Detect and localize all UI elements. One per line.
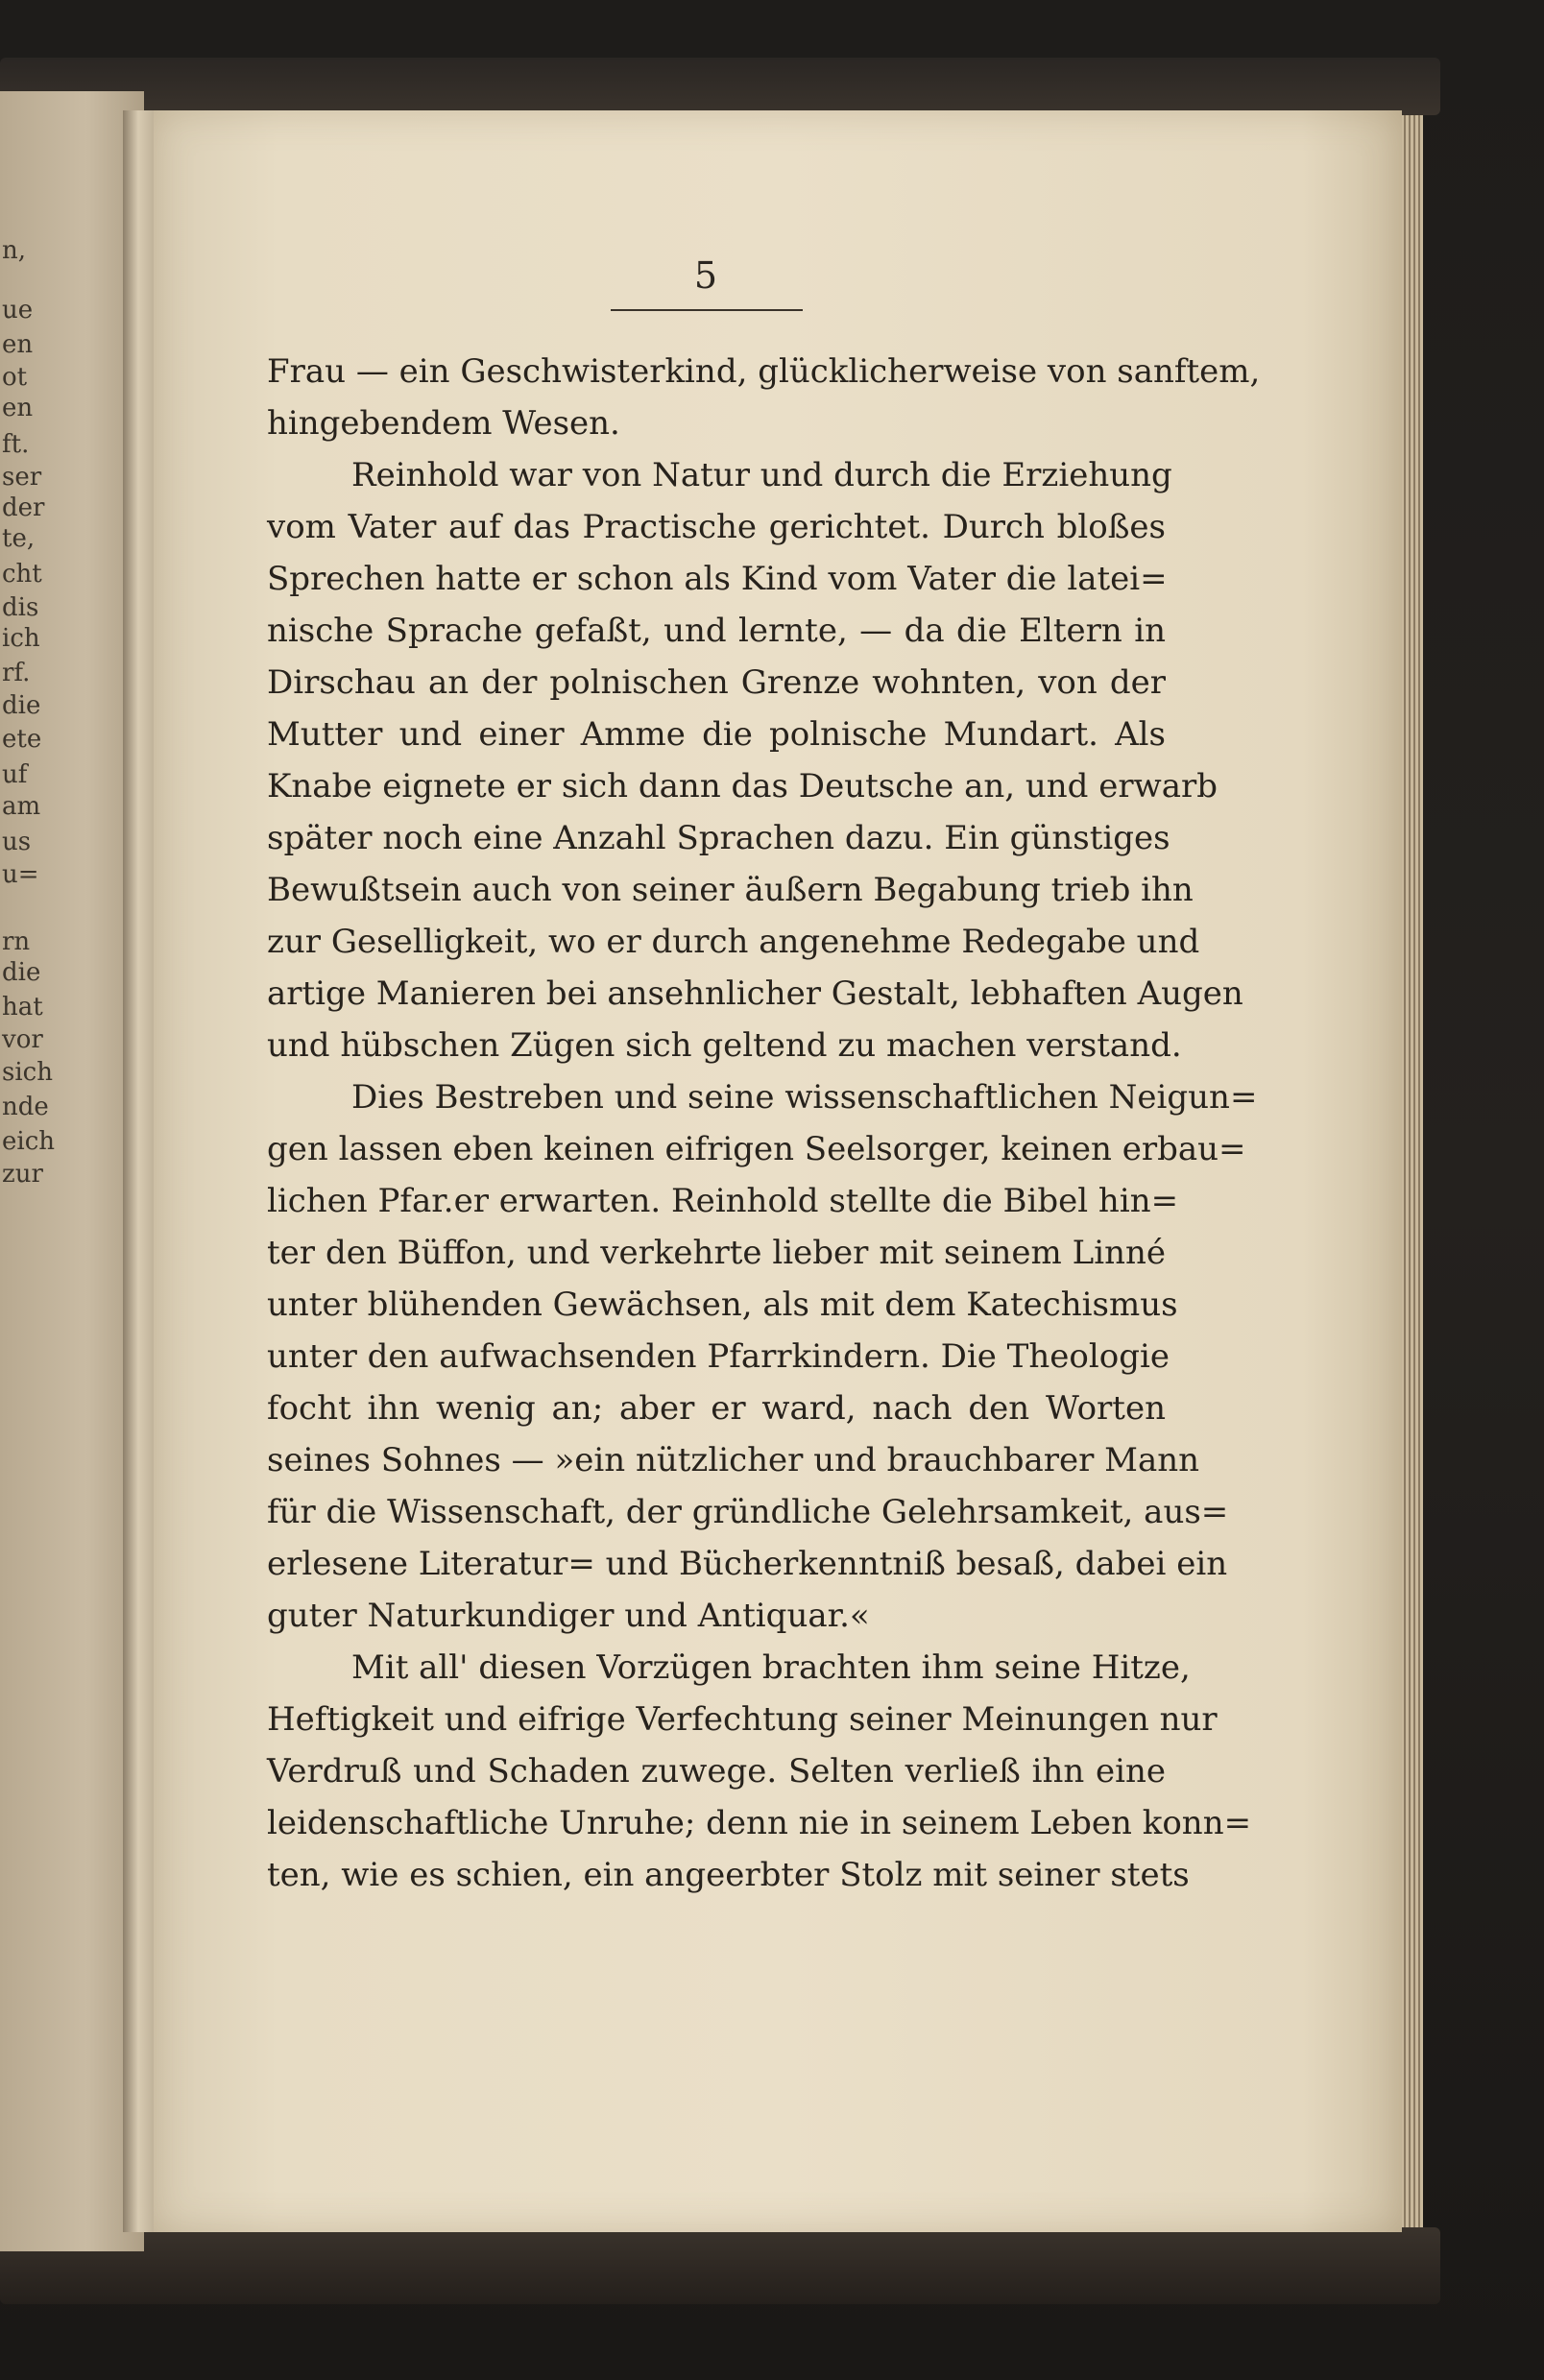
text-line: Dies Bestreben und seine wissenschaftlichen Neigun=: [351, 1078, 1258, 1117]
text-line: unter blühenden Gewächsen, als mit dem Katechismus: [267, 1286, 1178, 1324]
text-line: Knabe eignete er sich dann das Deutsche an, und erwarb: [267, 767, 1218, 805]
text-line: hingebendem Wesen.: [267, 404, 620, 443]
header-rule: [611, 309, 803, 311]
facing-page-text-fragment: rf.: [2, 659, 31, 687]
text-line: Dirschau an der polnischen Grenze wohnten, von der: [267, 663, 1166, 702]
text-line: zur Geselligkeit, wo er durch angenehme Redegabe und: [267, 923, 1200, 961]
text-line: Bewußtsein auch von seiner äußern Begabung trieb ihn: [267, 871, 1194, 909]
facing-page-text-fragment: en: [2, 330, 34, 359]
text-line: ten, wie es schien, ein angeerbter Stolz mit seiner stets: [267, 1856, 1190, 1894]
text-line: Frau — ein Geschwisterkind, glücklicherweise von sanftem,: [267, 352, 1261, 391]
text-line: focht ihn wenig an; aber er ward, nach den Worten: [267, 1389, 1166, 1428]
facing-page-text-fragment: der: [2, 493, 45, 522]
facing-page-text-fragment: cht: [2, 560, 42, 589]
text-line: erlesene Literatur= und Bücherkenntniß besaß, dabei ein: [267, 1545, 1228, 1583]
text-line: Verdruß und Schaden zuwege. Selten verließ ihn eine: [267, 1752, 1166, 1791]
facing-page-text-fragment: zur: [2, 1160, 43, 1189]
text-line: leidenschaftliche Unruhe; denn nie in seinem Leben konn=: [267, 1804, 1252, 1842]
facing-page-text-fragment: te,: [2, 524, 36, 553]
text-line: Mutter und einer Amme die polnische Mundart. Als: [267, 715, 1166, 754]
text-line: Mit all' diesen Vorzügen brachten ihm seine Hitze,: [351, 1648, 1191, 1687]
text-line: artige Manieren bei ansehnlicher Gestalt, lebhaften Augen: [267, 974, 1243, 1013]
text-line: seines Sohnes — »ein nützlicher und brauchbarer Mann: [267, 1441, 1200, 1479]
facing-page-text-fragment: eich: [2, 1127, 56, 1156]
facing-page-text-fragment: uf: [2, 760, 28, 789]
text-line: Sprechen hatte er schon als Kind vom Vater die latei=: [267, 560, 1168, 598]
text-line: später noch eine Anzahl Sprachen dazu. Ein günstiges: [267, 819, 1170, 857]
facing-page-text-fragment: ft.: [2, 430, 30, 459]
facing-page-text-fragment: rn: [2, 927, 31, 956]
text-line: nische Sprache gefaßt, und lernte, — da die Eltern in: [267, 612, 1166, 650]
facing-page-text-fragment: us: [2, 828, 32, 856]
facing-page-text-fragment: ete: [2, 725, 42, 754]
page-number: 5: [693, 254, 718, 297]
facing-page-text-fragment: ue: [2, 296, 34, 325]
facing-page-text-fragment: vor: [2, 1025, 43, 1054]
text-line: vom Vater auf das Practische gerichtet. Durch bloßes: [267, 508, 1166, 546]
facing-page-text-fragment: dis: [2, 593, 39, 622]
body-text: [267, 346, 1261, 1901]
text-line: unter den aufwachsenden Pfarrkindern. Die Theologie: [267, 1337, 1170, 1376]
text-line: gen lassen eben keinen eifrigen Seelsorger, keinen erbau=: [267, 1130, 1246, 1168]
facing-page-text-fragment: n,: [2, 236, 27, 265]
book-cover-top: [0, 58, 1440, 115]
text-line: Reinhold war von Natur und durch die Erziehung: [351, 456, 1172, 494]
facing-page-text-fragment: ich: [2, 624, 40, 653]
facing-page-text-fragment: ser: [2, 463, 42, 492]
facing-page-text-fragment: hat: [2, 993, 43, 1022]
text-line: Heftigkeit und eifrige Verfechtung seiner Meinungen nur: [267, 1700, 1218, 1739]
text-line: für die Wissenschaft, der gründliche Gelehrsamkeit, aus=: [267, 1493, 1229, 1531]
facing-page-text-fragment: nde: [2, 1093, 49, 1121]
text-line: guter Naturkundiger und Antiquar.«: [267, 1597, 870, 1635]
facing-page-text-fragment: die: [2, 691, 41, 720]
facing-page-text-fragment: sich: [2, 1058, 53, 1087]
text-line: und hübschen Zügen sich geltend zu machen verstand.: [267, 1026, 1182, 1065]
facing-page-text-fragment: en: [2, 394, 34, 422]
text-line: lichen Pfar.er erwarten. Reinhold stellte die Bibel hin=: [267, 1182, 1179, 1220]
facing-page-text-fragment: die: [2, 958, 41, 987]
facing-page-text-fragment: ot: [2, 363, 28, 392]
facing-page-text-fragment: am: [2, 792, 41, 821]
text-line: ter den Büffon, und verkehrte lieber mit seinem Linné: [267, 1234, 1166, 1272]
book-cover-bottom: [0, 2227, 1440, 2304]
facing-page-text-fragment: u=: [2, 860, 39, 889]
